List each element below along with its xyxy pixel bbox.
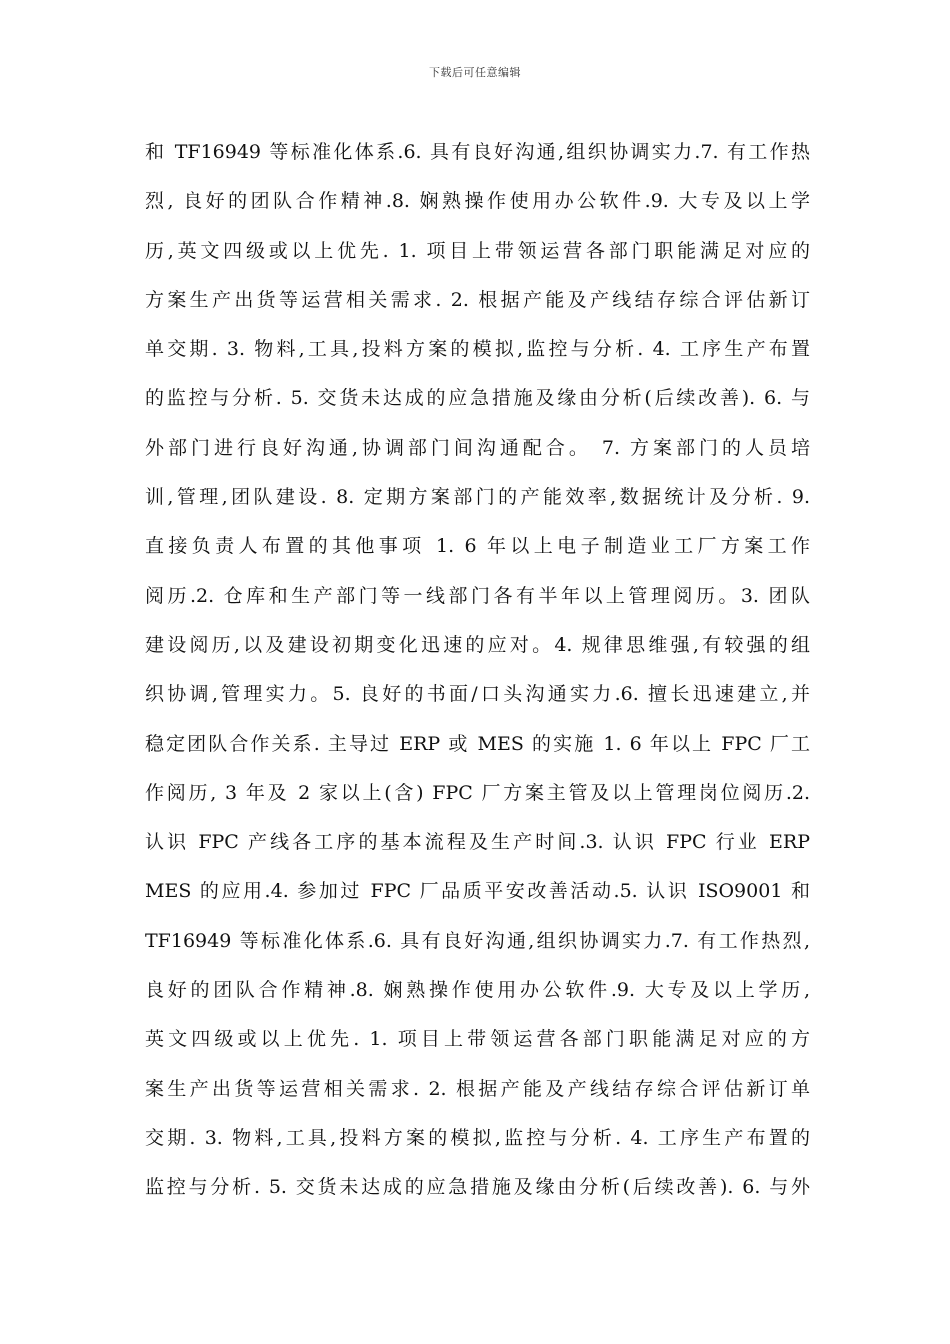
text-line: 烈, 良好的团队合作精神.8. 娴熟操作使用办公软件.9. 大专及以上学 bbox=[145, 190, 810, 213]
text-line: 交期. 3. 物料,工具,投料方案的模拟,监控与分析. 4. 工序生产布置的 bbox=[145, 1126, 810, 1149]
text-line: 良好的团队合作精神.8. 娴熟操作使用办公软件.9. 大专及以上学历, bbox=[145, 979, 810, 1002]
text-line: 阅历.2. 仓库和生产部门等一线部门各有半年以上管理阅历。3. 团队 bbox=[145, 584, 810, 607]
text-line: 训,管理,团队建设. 8. 定期方案部门的产能效率,数据统计及分析. 9. bbox=[145, 486, 810, 509]
text-line: 案生产出货等运营相关需求. 2. 根据产能及产线结存综合评估新订单 bbox=[145, 1077, 810, 1100]
text-line: 单交期. 3. 物料,工具,投料方案的模拟,监控与分析. 4. 工序生产布置 bbox=[145, 338, 810, 361]
text-line: 外部门进行良好沟通,协调部门间沟通配合。 7. 方案部门的人员培 bbox=[145, 436, 810, 459]
text-line: 方案生产出货等运营相关需求. 2. 根据产能及产线结存综合评估新订 bbox=[145, 288, 810, 311]
text-line: 认识 FPC 产线各工序的基本流程及生产时间.3. 认识 FPC 行业 ERP bbox=[145, 831, 810, 854]
text-line: 作阅历, 3 年及 2 家以上(含) FPC 厂方案主管及以上管理岗位阅历.2. bbox=[145, 781, 810, 804]
text-line: 稳定团队合作关系. 主导过 ERP 或 MES 的实施 1. 6 年以上 FPC 厂工 bbox=[145, 732, 810, 755]
text-line: 的监控与分析. 5. 交货未达成的应急措施及缘由分析(后续改善). 6. 与 bbox=[145, 387, 810, 410]
text-line: 直接负责人布置的其他事项 1. 6 年以上电子制造业工厂方案工作 bbox=[145, 535, 810, 558]
text-line: 监控与分析. 5. 交货未达成的应急措施及缘由分析(后续改善). 6. 与外 bbox=[145, 1176, 810, 1199]
text-line: MES 的应用.4. 参加过 FPC 厂品质平安改善活动.5. 认识 ISO9001 和 bbox=[145, 880, 810, 903]
body-text bbox=[145, 130, 810, 1215]
text-line: TF16949 等标准化体系.6. 具有良好沟通,组织协调实力.7. 有工作热烈, bbox=[145, 929, 810, 952]
text-line: 历,英文四级或以上优先. 1. 项目上带领运营各部门职能满足对应的 bbox=[145, 239, 810, 262]
text-line: 建设阅历,以及建设初期变化迅速的应对。4. 规律思维强,有较强的组 bbox=[145, 633, 810, 656]
text-line: 织协调,管理实力。5. 良好的书面/口头沟通实力.6. 擅长迅速建立,并 bbox=[145, 683, 810, 706]
text-line: 英文四级或以上优先. 1. 项目上带领运营各部门职能满足对应的方 bbox=[145, 1028, 810, 1051]
header-note: 下载后可任意编辑 bbox=[429, 66, 521, 79]
text-line: 和 TF16949 等标准化体系.6. 具有良好沟通,组织协调实力.7. 有工作热 bbox=[145, 141, 810, 163]
